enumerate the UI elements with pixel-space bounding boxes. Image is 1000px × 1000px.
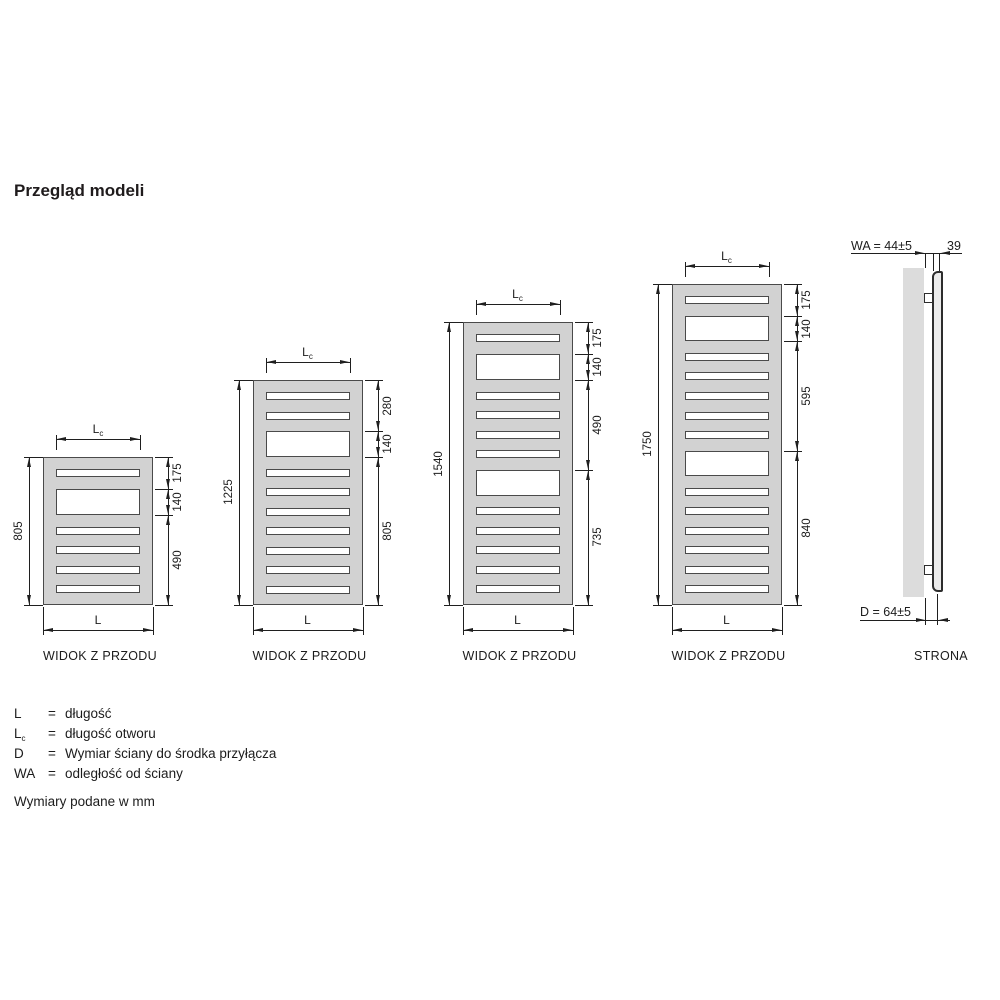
radiator-slot: [476, 585, 560, 593]
extension-line: [153, 607, 154, 635]
dim-arrow-down: [586, 370, 590, 379]
dim-arrow-up: [376, 381, 380, 390]
extension-line: [933, 253, 934, 271]
dim-arrow-left: [464, 628, 473, 632]
dim-arrow-left: [267, 360, 276, 364]
radiator-slot: [685, 546, 769, 554]
extension-line: [784, 316, 802, 317]
dim-label-segment: 805: [381, 521, 394, 541]
extension-line: [575, 605, 593, 606]
side-view-label: STRONA: [914, 649, 968, 663]
dim-label-l: L: [94, 613, 102, 627]
dim-arrow-up: [447, 323, 451, 332]
dim-arrow-right: [550, 302, 559, 306]
dim-arrow-up: [376, 432, 380, 441]
radiator-slot: [685, 372, 769, 380]
dim-arrow-up: [166, 516, 170, 525]
radiator-slot: [266, 392, 350, 400]
radiator-window: [56, 489, 140, 515]
dim-line-height: [239, 380, 240, 605]
radiator-slot: [56, 527, 140, 535]
radiator-window: [685, 451, 769, 477]
dim-label-lc: $L_c$: [302, 344, 313, 361]
extension-line: [365, 431, 383, 432]
dim-arrow-down: [376, 421, 380, 430]
radiator-slot: [266, 547, 350, 555]
extension-line: [155, 489, 173, 490]
dim-line-l: [43, 630, 153, 631]
radiator-side-panel: [932, 271, 943, 592]
radiator-slot: [685, 507, 769, 515]
dim-label-segment: 175: [172, 463, 184, 483]
dim-arrow-up: [237, 381, 241, 390]
dim-label-total: 1540: [432, 450, 445, 477]
dim-arrow-up: [586, 471, 590, 480]
dim-line-lc: [56, 439, 140, 440]
dim-arrow-up: [795, 342, 799, 351]
radiator-slot: [476, 450, 560, 458]
extension-line: [365, 605, 383, 606]
radiator-slot: [685, 431, 769, 439]
dim-arrow-up: [656, 285, 660, 294]
dim-arrow-down: [447, 595, 451, 604]
dim-arrow-down: [586, 460, 590, 469]
front-view-label: WIDOK Z PRZODU: [252, 649, 367, 663]
dim-label-segment: 140: [172, 492, 184, 512]
dim-arrow-right: [353, 628, 362, 632]
radiator-slot: [476, 527, 560, 535]
dim-depth-label: 39: [947, 239, 961, 253]
legend-symbol: L: [14, 706, 22, 721]
radiator-slot: [266, 469, 350, 477]
front-view-label: WIDOK Z PRZODU: [671, 649, 786, 663]
dim-arrow-down: [795, 306, 799, 315]
dim-line-lc: [266, 362, 350, 363]
extension-line: [769, 262, 770, 277]
radiator-slot: [266, 566, 350, 574]
dim-label-segment: 140: [591, 357, 604, 377]
radiator-slot: [685, 488, 769, 496]
extension-line: [937, 594, 938, 625]
legend-text: Wymiar ściany do środka przyłącza: [65, 746, 277, 761]
extension-line: [575, 354, 593, 355]
dim-arrow-up: [586, 355, 590, 364]
extension-line: [575, 322, 593, 323]
dim-arrow-right: [143, 628, 152, 632]
dim-label-l: L: [723, 613, 730, 627]
radiator-slot: [56, 566, 140, 574]
dim-arrow-down: [795, 441, 799, 450]
legend-equals: =: [48, 766, 56, 781]
radiator-slot: [476, 431, 560, 439]
dim-arrow-left: [939, 618, 948, 622]
dim-arrow-down: [376, 447, 380, 456]
wall-section: [903, 268, 924, 597]
dim-label-lc: $L_c$: [512, 287, 523, 304]
legend-equals: =: [48, 706, 56, 721]
dim-arrow-down: [586, 595, 590, 604]
extension-line: [784, 341, 802, 342]
radiator-window: [266, 431, 350, 457]
dim-arrow-up: [586, 323, 590, 332]
extension-line: [363, 607, 364, 635]
extension-line: [925, 598, 926, 625]
legend-text: długość otworu: [65, 726, 156, 741]
dim-label-segment: 140: [800, 318, 813, 339]
radiator-slot: [685, 296, 769, 304]
extension-line: [140, 435, 141, 450]
extension-line: [155, 457, 173, 458]
dim-arrow-down: [166, 479, 170, 488]
extension-line: [939, 253, 940, 271]
radiator-slot: [266, 527, 350, 535]
dim-line-lc: [685, 266, 769, 267]
dim-arrow-left: [44, 628, 53, 632]
radiator-slot: [476, 334, 560, 342]
extension-line: [365, 380, 383, 381]
dim-arrow-right: [772, 628, 781, 632]
dim-wa-label: WA = 44±5: [851, 239, 912, 253]
dim-label-segment: 280: [381, 396, 394, 416]
dim-line-l: [672, 630, 782, 631]
dim-arrow-down: [166, 595, 170, 604]
dim-arrow-right: [340, 360, 349, 364]
legend-symbol: WA: [14, 766, 36, 781]
front-view-label: WIDOK Z PRZODU: [462, 649, 577, 663]
dim-arrow-left: [57, 437, 66, 441]
dim-line-l: [253, 630, 363, 631]
dim-arrow-up: [166, 490, 170, 499]
radiator-slot: [56, 469, 140, 477]
extension-line: [784, 605, 802, 606]
radiator-slot: [685, 353, 769, 361]
extension-line: [782, 607, 783, 635]
dim-arrow-left: [254, 628, 263, 632]
radiator-slot: [266, 488, 350, 496]
dim-arrow-left: [686, 264, 695, 268]
radiator-slot: [476, 546, 560, 554]
dim-line-l: [463, 630, 573, 631]
radiator-slot: [685, 392, 769, 400]
extension-line: [155, 605, 173, 606]
dim-label-segment: 735: [591, 527, 604, 548]
dim-arrow-right: [759, 264, 768, 268]
dim-label-segment: 490: [172, 550, 184, 570]
dim-arrow-left: [673, 628, 682, 632]
dim-arrow-right: [915, 251, 924, 255]
radiator-slot: [476, 507, 560, 515]
bracket-top: [924, 293, 933, 303]
front-view-label: WIDOK Z PRZODU: [43, 649, 157, 663]
dim-label-segment: 175: [800, 290, 813, 310]
radiator-slot: [685, 585, 769, 593]
dim-arrow-down: [586, 344, 590, 353]
dim-arrow-up: [376, 458, 380, 467]
radiator-window: [685, 316, 769, 342]
dim-arrow-up: [27, 458, 31, 467]
extension-line: [234, 605, 253, 606]
dim-arrow-down: [166, 505, 170, 514]
radiator-window: [476, 354, 560, 380]
dim-line-segments: [378, 380, 379, 605]
units-note: Wymiary podane w mm: [14, 794, 155, 809]
dim-label-segment: 175: [591, 328, 604, 348]
dim-arrow-down: [656, 595, 660, 604]
radiator-slot: [266, 412, 350, 420]
dim-arrow-down: [376, 595, 380, 604]
dim-arrow-up: [795, 452, 799, 461]
radiator-slot: [56, 585, 140, 593]
radiator-slot: [685, 527, 769, 535]
radiator-window: [476, 470, 560, 496]
radiator-slot: [476, 411, 560, 419]
dim-arrow-up: [166, 458, 170, 467]
dim-label-segment: 595: [800, 386, 813, 406]
legend-text: odległość od ściany: [65, 766, 183, 781]
dim-arrow-left: [477, 302, 486, 306]
dim-d-label: D = 64±5: [860, 605, 911, 619]
dim-label-lc: $L_c$: [92, 422, 104, 439]
dim-label-lc: $L_c$: [721, 248, 732, 265]
dim-label-segment: 490: [591, 415, 604, 435]
dim-arrow-up: [795, 285, 799, 294]
extension-line: [24, 605, 43, 606]
radiator-slot: [685, 566, 769, 574]
dim-label-total: 1750: [641, 431, 654, 458]
dim-line-height: [449, 322, 450, 605]
dim-label-segment: 140: [381, 434, 394, 454]
dim-arrow-right: [916, 618, 925, 622]
dim-line-lc: [476, 304, 560, 305]
page-title: Przegląd modeli: [14, 181, 145, 200]
dim-arrow-up: [586, 381, 590, 390]
dim-arrow-down: [27, 595, 31, 604]
extension-line: [784, 284, 802, 285]
legend-equals: =: [48, 726, 56, 741]
bracket-bottom: [924, 565, 933, 575]
dim-label-l: L: [514, 613, 521, 627]
extension-line: [365, 457, 383, 458]
legend-symbol: $L_c$: [14, 726, 26, 743]
dim-label-total: 1225: [222, 479, 235, 506]
radiator-slot: [685, 412, 769, 420]
extension-line: [925, 253, 926, 268]
dim-arrow-down: [795, 331, 799, 340]
extension-line: [575, 470, 593, 471]
extension-line: [560, 300, 561, 315]
radiator-slot: [266, 586, 350, 594]
extension-line: [653, 605, 672, 606]
extension-line: [575, 380, 593, 381]
extension-line: [573, 607, 574, 635]
radiator-slot: [266, 508, 350, 516]
dim-arrow-right: [563, 628, 572, 632]
dim-line-height: [658, 284, 659, 605]
dim-arrow-down: [237, 595, 241, 604]
dim-label-segment: 840: [800, 518, 813, 538]
extension-line: [784, 451, 802, 452]
dim-line-height: [29, 457, 30, 605]
dim-arrow-up: [795, 317, 799, 326]
dim-arrow-down: [795, 595, 799, 604]
extension-line: [155, 515, 173, 516]
dim-label-l: L: [304, 613, 311, 627]
legend-equals: =: [48, 746, 56, 761]
dim-arrow-right: [130, 437, 139, 441]
radiator-slot: [56, 546, 140, 554]
extension-line: [444, 605, 463, 606]
dim-label-total: 805: [13, 521, 25, 541]
legend-symbol: D: [14, 746, 24, 761]
radiator-slot: [476, 566, 560, 574]
legend-text: długość: [65, 706, 112, 721]
radiator-slot: [476, 392, 560, 400]
extension-line: [350, 358, 351, 373]
